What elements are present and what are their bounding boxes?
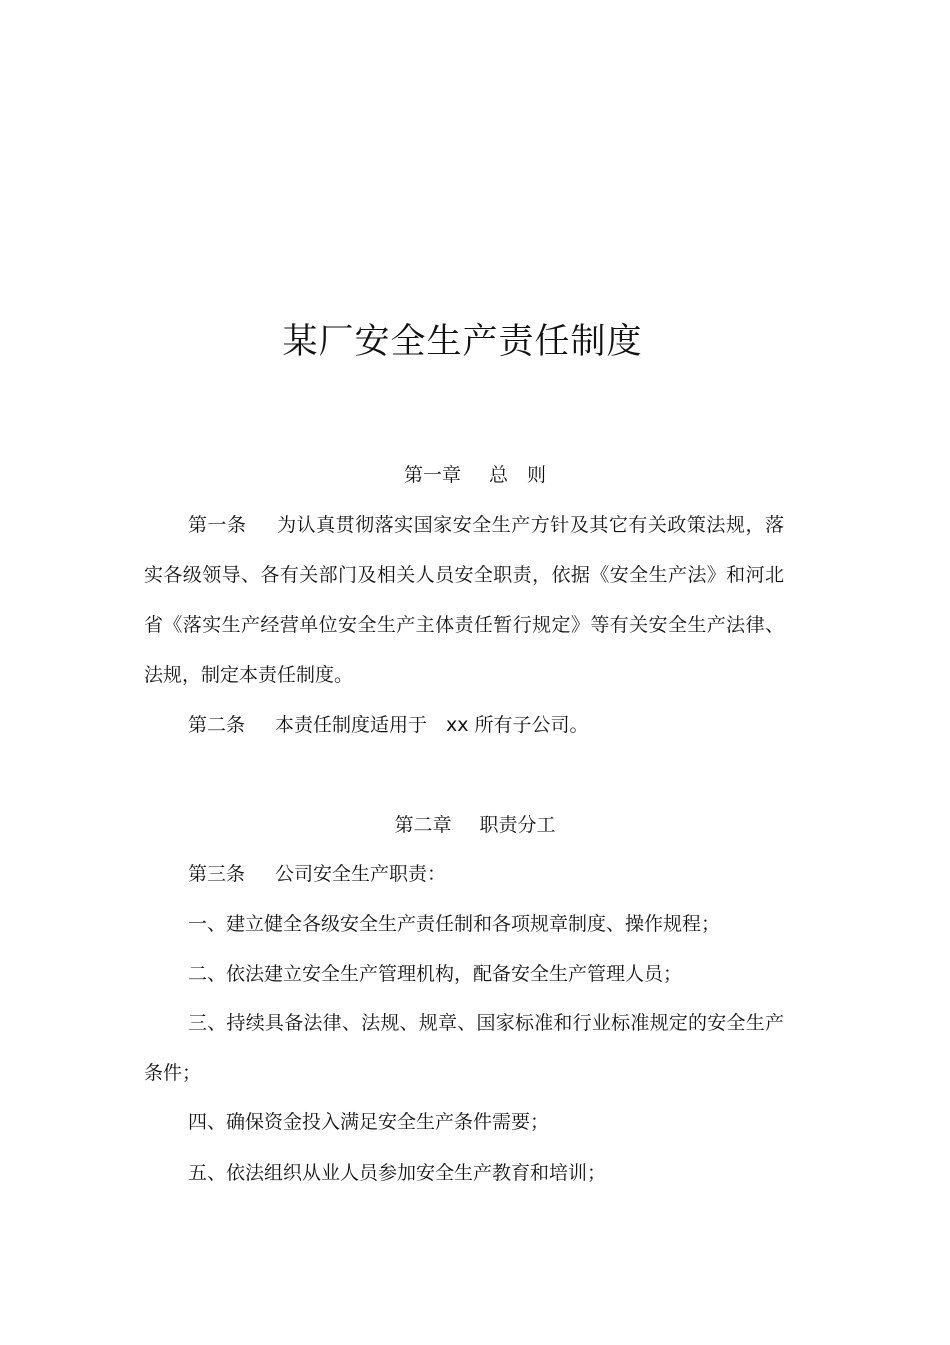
list-item: 五、依法组织从业人员参加安全生产教育和培训；	[188, 1162, 607, 1184]
list-item: 三、持续具备法律、法规、规章、国家标准和行业标准规定的安全生产条件；	[144, 1012, 784, 1084]
article-3-number: 第三条	[188, 863, 246, 885]
chapter-1-name: 总 则	[489, 464, 547, 486]
article-3-text: 公司安全生产职责：	[275, 863, 447, 885]
chapter-1-heading	[0, 461, 950, 489]
list-item: 一、建立健全各级安全生产责任制和各项规章制度、操作规程；	[188, 913, 721, 935]
article-2-number: 第二条	[188, 714, 246, 736]
list-item: 二、依法建立安全生产管理机构，配备安全生产管理人员；	[188, 963, 683, 985]
document-title: 某厂安全生产责任制度	[282, 322, 643, 362]
article-2	[188, 711, 589, 739]
article-1-text: 为认真贯彻落实国家安全生产方针及其它有关政策法规，落实各级领导、各有关部门及相关人员安全职责，依据《安全生产法》和河北省《落实生产经营单位安全生产主体责任暂行规定》等有关安全生产法律、法规，制定本责任制度。	[144, 514, 784, 686]
article-3	[188, 860, 446, 888]
list-item: 四、确保资金投入满足安全生产条件需要；	[188, 1111, 550, 1133]
article-1-number: 第一条	[188, 514, 247, 536]
chapter-1-number: 第一章	[403, 464, 461, 486]
chapter-2-heading	[0, 811, 950, 839]
article-1	[144, 500, 784, 700]
article-2-text: 本责任制度适用于 xx 所有子公司。	[275, 714, 589, 736]
chapter-2-name: 职责分工	[479, 814, 556, 836]
chapter-2-number: 第二章	[394, 814, 452, 836]
